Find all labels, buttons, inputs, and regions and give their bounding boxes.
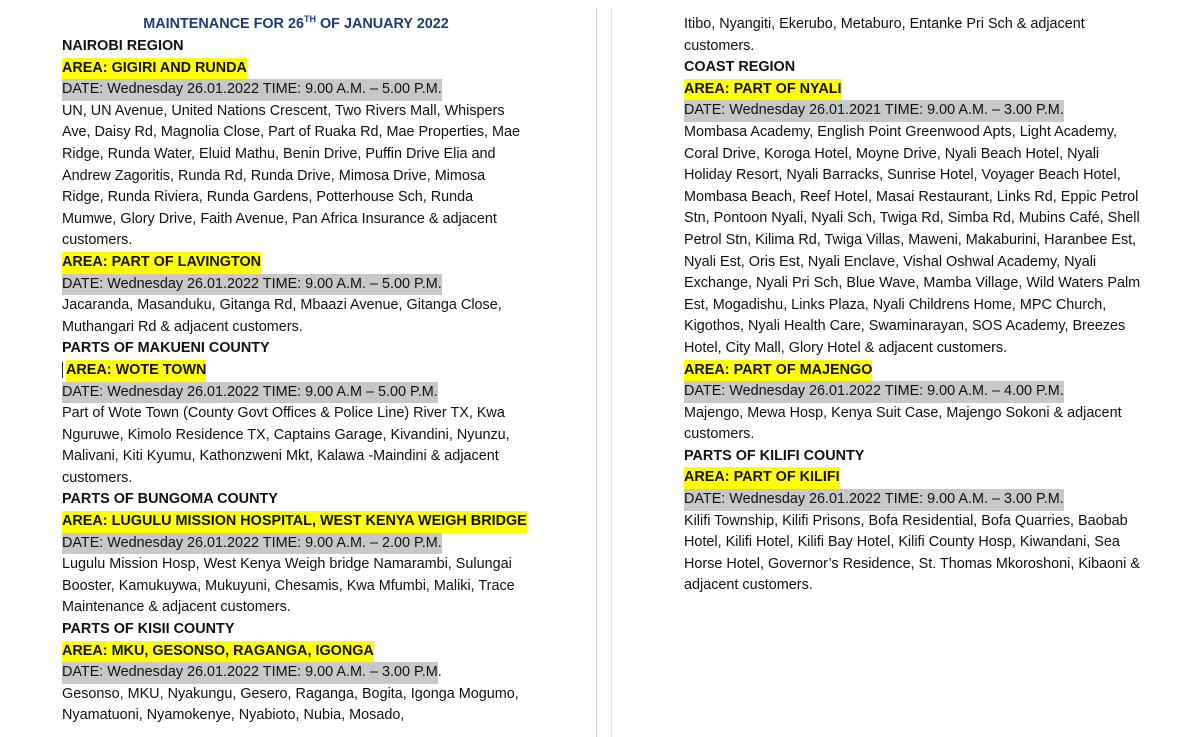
places-nyali: Mombasa Academy, English Point Greenwood Apts, Light Academy, Coral Drive, Koroga Hotel, Moyne Drive, Nyali Beach Hotel, Nyali Holiday Resort, Nyali Barracks, Sunrise Hotel, Voyager Beach Hotel, Mombasa Beach, Reef Hotel, Masai Restaurant, Links Rd, Eppic Petrol Stn, Pontoon Nyali, Nyali Sch, Twiga Rd, Simba Rd, Mubins Café, Shell Petrol Stn, Kilima Rd, Twiga Villas, Maweni, Makaburini, Haranbee Est, Nyali Est, Oris Est, Nyali Enclave, Vishal Oshwal Academy, Nyali Exchange, Nyali Pri Sch, Blue Wave, Mamba Village, Wild Waters Palm Est, Mogadishu, Links Plaza, Nyali Childrens Home, MPC Church, Kigothos, Nyali Health Care, Swaminarayan, SOS Academy, Breezes Hotel, City Mall, Glory Hotel & adjacent customers. [684, 123, 1141, 356]
date-line-lugulu: DATE: Wednesday 26.01.2022 TIME: 9.00 A.M. – 2.00 P.M. [62, 533, 442, 555]
area-heading-wote: AREA: WOTE TOWN [66, 360, 206, 382]
text-cursor [62, 362, 63, 378]
area-heading-kilifi: AREA: PART OF KILIFI [684, 467, 840, 489]
area-heading-gigiri: AREA: GIGIRI AND RUNDA [62, 58, 247, 80]
places-lugulu: Lugulu Mission Hosp, West Kenya Weigh bridge Namarambi, Sulungai Booster, Kamukuywa, Mukuyuni, Chesamis, Kwa Mfumbi, Maliki, Trace Maintenance & adjacent customers. [62, 556, 515, 616]
county-heading-bungoma: PARTS OF BUNGOMA COUNTY [62, 491, 278, 508]
area-heading-mku: AREA: MKU, GESONSO, RAGANGA, IGONGA [62, 641, 374, 663]
date-line-wote: DATE: Wednesday 26.01.2022 TIME: 9.00 A.M – 5.00 P.M. [62, 382, 438, 404]
county-heading-kisii: PARTS OF KISII COUNTY [62, 621, 235, 638]
date-line-gigiri: DATE: Wednesday 26.01.2022 TIME: 9.00 A.M. – 5.00 P.M. [62, 79, 442, 101]
county-heading-makueni: PARTS OF MAKUENI COUNTY [62, 340, 270, 357]
places-mku-continued: Itibo, Nyangiti, Ekerubo, Metaburo, Entanke Pri Sch & adjacent customers. [684, 16, 1085, 54]
right-column [684, 14, 1148, 597]
document-title: MAINTENANCE FOR 26TH OF JANUARY 2022 [143, 14, 449, 32]
date-line-kilifi: DATE: Wednesday 26.01.2022 TIME: 9.00 A.M. – 3.00 P.M. [684, 489, 1064, 511]
places-kilifi: Kilifi Township, Kilifi Prisons, Bofa Residential, Bofa Quarries, Baobab Hotel, Kilifi Hotel, Kilifi Bay Hotel, Kilifi County Hosp, Kiwandani, Sea Horse Hotel, Governor’s Residence, St. Thomas Mkoroshoni, Kibaoni & adjacent customers. [684, 512, 1140, 594]
area-heading-lugulu: AREA: LUGULU MISSION HOSPITAL, WEST KENYA WEIGH BRIDGE [62, 511, 527, 533]
places-mku: Gesonso, MKU, Nyakungu, Gesero, Raganga, Bogita, Igonga Mogumo, Nyamatuoni, Nyamokenye, Nyabioto, Nubia, Mosado, [62, 685, 519, 724]
page-gutter [611, 8, 612, 737]
places-lavington: Jacaranda, Masanduku, Gitanga Rd, Mbaazi Avenue, Gitanga Close, Muthangari Rd & adjacent customers. [62, 297, 502, 335]
county-heading-kilifi: PARTS OF KILIFI COUNTY [684, 447, 865, 464]
places-majengo: Majengo, Mewa Hosp, Kenya Suit Case, Majengo Sokoni & adjacent customers. [684, 404, 1122, 443]
region-heading-nairobi: NAIROBI REGION [62, 38, 184, 54]
region-heading-coast: COAST REGION [684, 59, 796, 76]
date-line-mku: DATE: Wednesday 26.01.2022 TIME: 9.00 A.M. – 3.00 P.M [62, 662, 438, 684]
date-line-lavington: DATE: Wednesday 26.01.2022 TIME: 9.00 A.M. – 5.00 P.M. [62, 274, 442, 296]
places-gigiri: UN, UN Avenue, United Nations Crescent, Two Rivers Mall, Whispers Ave, Daisy Rd, Magnolia Close, Part of Ruaka Rd, Mae Properties, Mae Ridge, Runda Water, Eluid Mathu, Benin Drive, Puffin Drive Elia and Andrew Zagoritis, Runda Rd, Runda Drive, Mimosa Drive, Mimosa Ridge, Runda Riviera, Runda Gardens, Potterhouse Sch, Runda Mumwe, Glory Drive, Faith Avenue, Pan Africa Insurance & adjacent customers. [62, 102, 521, 249]
date-line-mku-period: . [437, 664, 442, 681]
date-line-majengo: DATE: Wednesday 26.01.2022 TIME: 9.00 A.M. – 4.00 P.M. [684, 381, 1064, 403]
area-heading-nyali: AREA: PART OF NYALI [684, 79, 842, 101]
area-heading-lavington: AREA: PART OF LAVINGTON [62, 252, 261, 274]
column-divider [596, 8, 597, 737]
places-wote: Part of Wote Town (County Govt Offices & Police Line) River TX, Kwa Nguruwe, Kimolo Residence TX, Captains Garage, Kivandini, Nyunzu, Malivani, Kiti Kyumu, Kathonzweni Mkt, Kalawa -Maindini & adjacent customers. [62, 405, 510, 486]
left-column [62, 12, 530, 727]
area-heading-majengo: AREA: PART OF MAJENGO [684, 360, 872, 382]
date-line-nyali: DATE: Wednesday 26.01.2021 TIME: 9.00 A.M. – 3.00 P.M. [684, 100, 1064, 122]
